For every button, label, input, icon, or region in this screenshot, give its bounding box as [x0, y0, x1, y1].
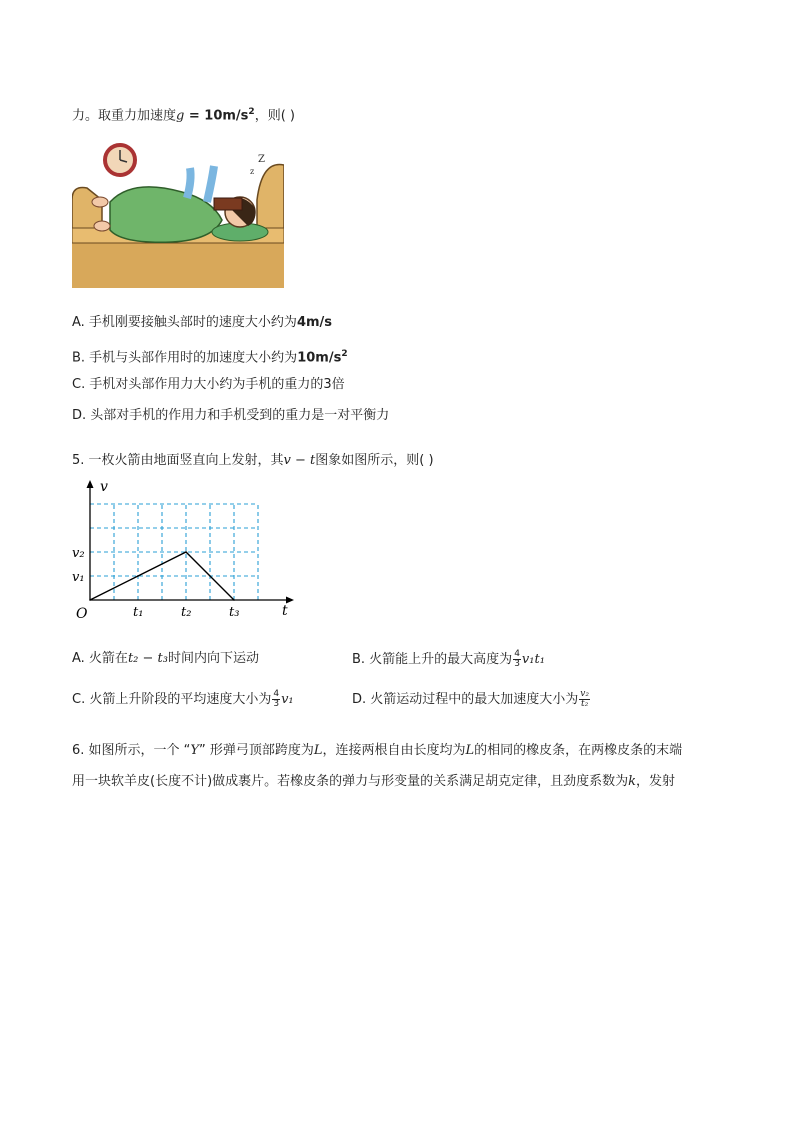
- y-axis-label: v: [100, 479, 108, 495]
- q5-option-a: A. 火箭在t₂ − t₃时间内向下运动: [72, 651, 259, 666]
- fraction: $\frac{4}{3}$: [273, 689, 280, 709]
- vt-data-point: [89, 599, 91, 601]
- sleeping-person-illustration: [72, 140, 284, 288]
- svg-text:z: z: [250, 167, 255, 176]
- g-symbol: g: [176, 108, 185, 124]
- q5-option-b: B. 火箭能上升的最大高度为 $\frac{4}{3}$ v₁t₁: [352, 649, 545, 669]
- x-tick-label: t₁: [133, 605, 144, 620]
- q4-option-d: D. 头部对手机的作用力和手机受到的重力是一对平衡力: [72, 408, 390, 423]
- fraction: $\frac{4}{3}$: [514, 649, 520, 669]
- q6-line-1: 6. 如图所示，一个 “Y” 形弹弓顶部跨度为L，连接两根自由长度均为L的相同的橡皮条，在两橡皮条的末端: [72, 743, 683, 758]
- q4-option-b: B. 手机与头部作用时的加速度大小约为$10m/s^2$: [72, 349, 348, 366]
- vt-chart: [72, 478, 302, 624]
- origin-label: O: [76, 606, 88, 622]
- x-axis-label: t: [282, 603, 288, 619]
- vt-data-point: [185, 551, 187, 553]
- q5-stem: 5. 一枚火箭由地面竖直向上发射，其v − t图象如图所示，则( ): [72, 453, 434, 468]
- y-axis-arrow: [87, 480, 94, 488]
- q4-option-c: C. 手机对头部作用力大小约为手机的重力的3倍: [72, 377, 345, 392]
- vt-chart-svg: [72, 478, 302, 624]
- vt-data-point: [233, 599, 235, 601]
- fraction: $\frac{\text{v₂}}{\text{t₂}}$: [580, 689, 589, 709]
- vt-data-point: [137, 575, 139, 577]
- y-tick-label: v₂: [72, 546, 85, 561]
- q5-option-d: D. 火箭运动过程中的最大加速度大小为 $\frac{\text{v₂}}{\text{t₂}}$: [352, 689, 589, 709]
- x-tick-label: t₃: [229, 605, 240, 620]
- y-tick-label: v₁: [72, 570, 85, 585]
- q6-line-2: 用一块软羊皮(长度不计)做成裹片。若橡皮条的弹力与形变量的关系满足胡克定律，且劲度系数为k，发射: [72, 774, 676, 789]
- x-tick-label: t₂: [181, 605, 192, 620]
- svg-text:Z: Z: [258, 154, 265, 165]
- q4-option-a: A. 手机刚要接触头部时的速度大小约为4m/s: [72, 315, 333, 330]
- q5-option-c: C. 火箭上升阶段的平均速度大小为 $\frac{4}{3}$ v₁: [72, 689, 294, 709]
- intro-line: 力。取重力加速度$g = 10m/s^2$，则( ): [72, 107, 295, 124]
